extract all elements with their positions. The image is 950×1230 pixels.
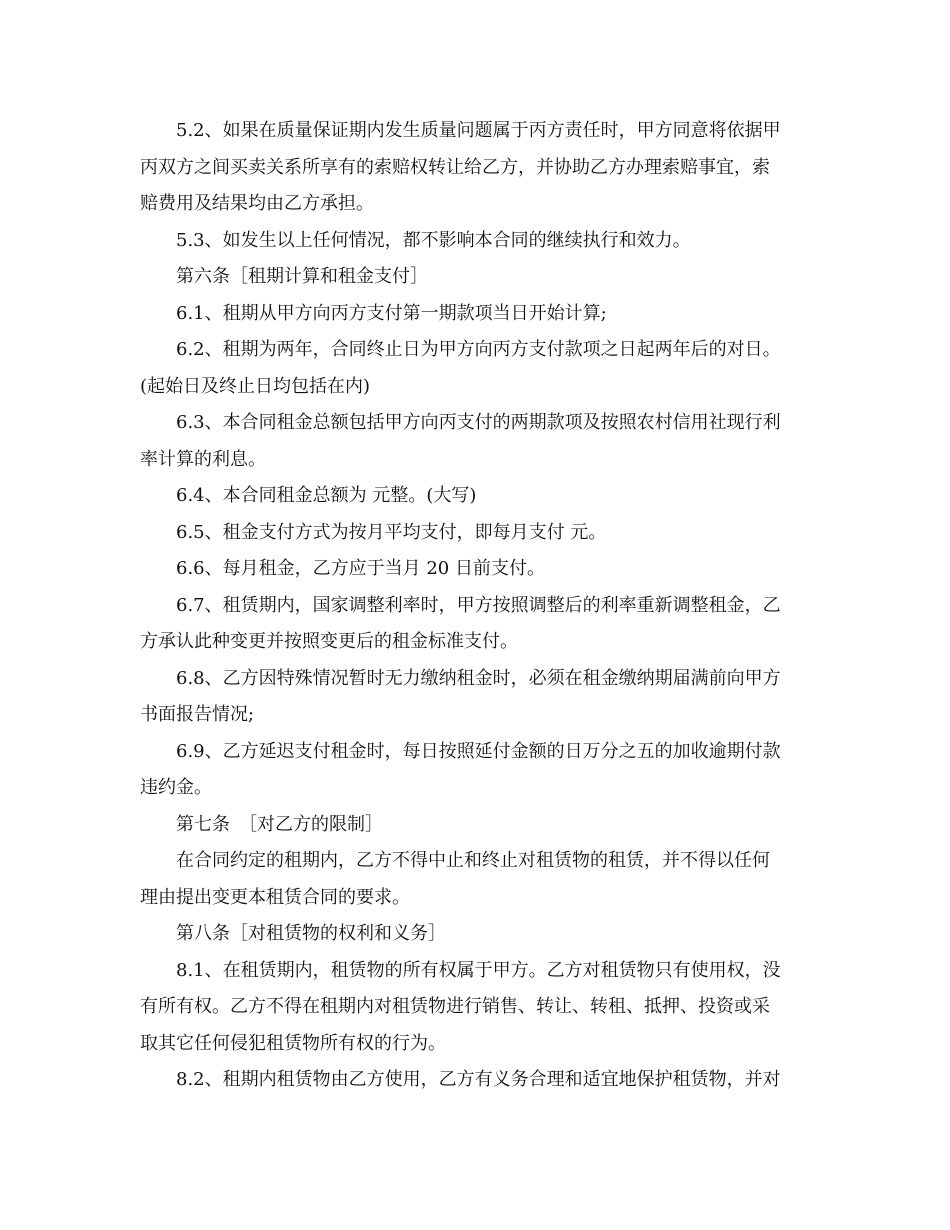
paragraph xyxy=(140,515,808,552)
paragraph-line: 8.1、在租赁期内，租赁物的所有权属于甲方。乙方对租赁物只有使用权，没 xyxy=(176,959,781,981)
paragraph-line: 率计算的利息。 xyxy=(140,448,266,470)
paragraph-line: (起始日及终止日均包括在内) xyxy=(140,375,371,397)
paragraph xyxy=(140,259,808,296)
paragraph xyxy=(140,588,808,661)
paragraph-line: 6.4、本合同租金总额为 元整。(大写) xyxy=(176,485,477,506)
paragraph-line: 第八条［对租赁物的权利和义务］ xyxy=(176,923,446,944)
paragraph-line: 丙双方之间买卖关系所享有的索赔权转让给乙方，并协助乙方办理索赔事宜，索 xyxy=(140,156,770,178)
paragraph-line: 第七条 ［对乙方的限制］ xyxy=(176,813,383,835)
paragraph xyxy=(140,1062,808,1099)
paragraph-line: 6.7、租赁期内，国家调整利率时，甲方按照调整后的利率重新调整租金，乙 xyxy=(176,594,781,616)
document-body xyxy=(140,113,808,1099)
paragraph-line: 6.5、租金支付方式为按月平均支付，即每月支付 元。 xyxy=(176,521,607,543)
paragraph-line: 理由提出变更本租赁合同的要求。 xyxy=(140,886,410,908)
paragraph-line: 有所有权。乙方不得在租期内对租赁物进行销售、转让、转租、抵押、投资或采 xyxy=(140,996,770,1017)
paragraph-line: 6.3、本合同租金总额包括甲方向丙支付的两期款项及按照农村信用社现行利 xyxy=(176,412,781,433)
paragraph-line: 赔费用及结果均由乙方承担。 xyxy=(140,193,374,214)
paragraph xyxy=(140,332,808,405)
paragraph xyxy=(140,405,808,478)
paragraph xyxy=(140,953,808,1063)
paragraph-line: 在合同约定的租期内，乙方不得中止和终止对租赁物的租赁，并不得以任何 xyxy=(176,850,770,871)
paragraph xyxy=(140,807,808,844)
paragraph xyxy=(140,661,808,734)
paragraph xyxy=(140,296,808,333)
paragraph-line: 6.2、租期为两年，合同终止日为甲方向丙方支付款项之日起两年后的对日。 xyxy=(176,339,781,360)
paragraph-line: 方承认此种变更并按照变更后的租金标准支付。 xyxy=(140,631,518,652)
paragraph xyxy=(140,734,808,807)
paragraph xyxy=(140,916,808,953)
paragraph xyxy=(140,843,808,916)
paragraph-line: 第六条［租期计算和租金支付］ xyxy=(176,266,428,287)
paragraph-line: 8.2、租期内租赁物由乙方使用，乙方有义务合理和适宜地保护租赁物，并对 xyxy=(176,1069,781,1090)
paragraph-line: 违约金。 xyxy=(140,777,212,798)
paragraph-line: 5.2、如果在质量保证期内发生质量问题属于丙方责任时，甲方同意将依据甲 xyxy=(176,120,781,141)
paragraph-line: 取其它任何侵犯租赁物所有权的行为。 xyxy=(140,1032,446,1054)
paragraph xyxy=(140,478,808,515)
paragraph-line: 6.8、乙方因特殊情况暂时无力缴纳租金时，必须在租金缴纳期届满前向甲方 xyxy=(176,667,781,689)
paragraph-line: 6.1、租期从甲方向丙方支付第一期款项当日开始计算; xyxy=(176,302,607,324)
paragraph xyxy=(140,223,808,260)
paragraph-line: 书面报告情况; xyxy=(140,704,255,725)
paragraph xyxy=(140,113,808,223)
paragraph xyxy=(140,551,808,588)
paragraph-line: 6.9、乙方延迟支付租金时，每日按照延付金额的日万分之五的加收逾期付款 xyxy=(176,740,781,762)
paragraph-line: 5.3、如发生以上任何情况，都不影响本合同的继续执行和效力。 xyxy=(176,229,691,251)
paragraph-line: 6.6、每月租金，乙方应于当月 20 日前支付。 xyxy=(176,558,545,579)
